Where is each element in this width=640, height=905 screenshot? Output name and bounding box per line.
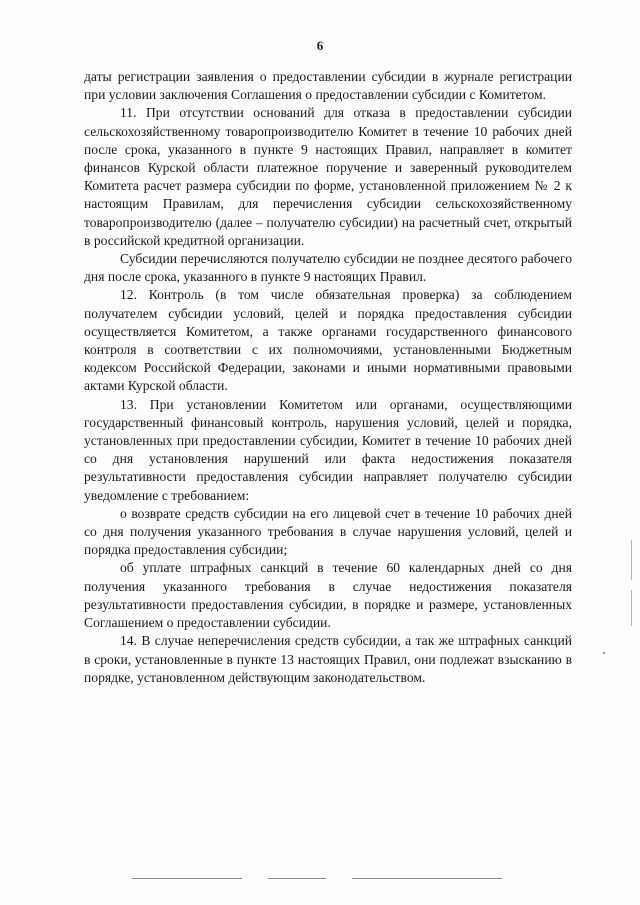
page-number: 6 [316, 38, 324, 53]
document-body [84, 68, 572, 687]
scan-bottom-line [268, 878, 326, 879]
scan-margin-mark [631, 540, 632, 580]
paragraph-item-14: 14. В случае неперечисления средств субсидии, а так же штрафных санкций в сроки, установленные в пункте 13 настоящих Правил, они подлежат взысканию в порядке, установленном действующим законодательством. [84, 633, 572, 685]
scan-bottom-line [132, 878, 242, 879]
paragraph-item-13: 13. При установлении Комитетом или органами, осуществляющими государственный финансовый контроль, нарушения условий, целей и порядка, установленных при предоставлении субсидии, Комитет в течение 10 рабочих дней со дня установления нарушений или факта недостижения показателя результативности предоставления субсидии направляет получателю субсидии уведомление с требованием: [84, 396, 572, 503]
paragraph-transfer-deadline: Субсидии перечисляются получателю субсидии не позднее десятого рабочего дня после срока, указанного в пункте 9 настоящих Правил. [84, 251, 572, 285]
paragraph-refund-requirement: о возврате средств субсидии на его лицевой счет в течение 10 рабочих дней со дня получения указанного требования в случае нарушения условий, целей и порядка предоставления субсидии; [84, 505, 572, 558]
scan-bottom-line [352, 878, 502, 879]
scan-margin-mark [631, 590, 632, 626]
paragraph-item-11: 11. При отсутствии оснований для отказа в предоставлении субсидии сельскохозяйственному товаропроизводителю Комитет в течение 10 рабочих дней после срока, указанного в пункте 9 настоящих Правил, направляет в комитет финансов Курской области платежное поручение и заверенный руководителем Комитета расчет размера субсидии по форме, установленной приложением № 2 к настоящим Правилам, для перечисления субсидии сельскохозяйственному товаропроизводителю (далее – получателю субсидии) на расчетный счет, открытый в российской кредитной организации. [84, 105, 572, 248]
scan-speck [603, 652, 605, 654]
paragraph-item-12: 12. Контроль (в том числе обязательная проверка) за соблюдением получателем субсидии условий, целей и порядка предоставления субсидии осуществляется Комитетом, а также органами государственного финансового контроля в соответствии с их полномочиями, установленными Бюджетным кодексом Российской Федерации, законами и иными нормативными правовыми актами Курской области. [84, 287, 572, 394]
paragraph-penalty-requirement: об уплате штрафных санкций в течение 60 календарных дней со дня получения указанного требования в случае недостижения показателя результативности предоставления субсидии, в порядке и размере, установленных Соглашением о предоставлении субсидии. [84, 560, 572, 631]
paragraph-continuation: даты регистрации заявления о предоставлении субсидии в журнале регистрации при условии заключения Соглашения о предоставлении субсидии с Комитетом. [84, 69, 572, 103]
